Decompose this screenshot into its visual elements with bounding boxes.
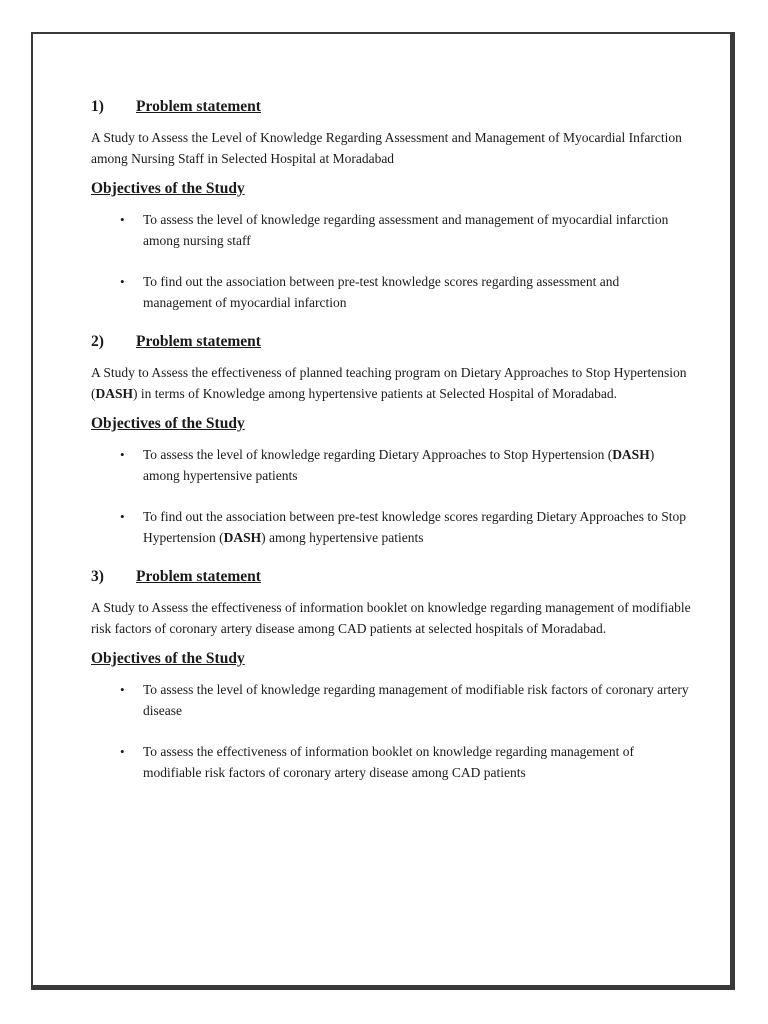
objective-part: To find out the association between pre-test knowledge scores regarding Dietary Approaches to Stop Hypertension ( [143, 509, 687, 545]
objective-text [143, 509, 686, 545]
section-number: 2) [91, 333, 104, 350]
section-heading [91, 566, 691, 588]
objectives-heading: Objectives of the Study [91, 415, 245, 432]
bullet-icon: • [120, 274, 125, 289]
section-1 [91, 96, 691, 313]
dash-acronym: DASH [223, 530, 262, 545]
objective-text: To assess the level of knowledge regarding management of modifiable risk factors of coronary artery disease [143, 682, 689, 718]
objective-item [91, 679, 691, 721]
objective-text: To assess the level of knowledge regarding assessment and management of myocardial infarction among nursing staff [143, 212, 669, 248]
section-number: 1) [91, 98, 104, 115]
section-heading [91, 96, 691, 118]
bullet-icon: • [120, 682, 125, 697]
objective-text [143, 447, 654, 483]
statement-part: ) in terms of Knowledge among hypertensive patients at Selected Hospital of Moradabad. [133, 386, 618, 401]
objective-part: ) among hypertensive patients [261, 530, 424, 545]
bullet-icon: • [120, 744, 125, 759]
document-content [91, 96, 691, 783]
objective-item [91, 506, 691, 548]
problem-statement-text: A Study to Assess the effectiveness of information booklet on knowledge regarding management of modifiable risk factors of coronary artery disease among CAD patients at selected hospitals of Moradabad. [91, 600, 691, 636]
bullet-icon: • [120, 447, 125, 462]
statement-part: A Study to Assess the effectiveness of planned teaching program on Dietary Approaches to Stop Hypertension ( [91, 365, 687, 401]
objective-item [91, 271, 691, 313]
document-page [31, 32, 735, 990]
section-title: Problem statement [136, 333, 261, 350]
objective-item [91, 741, 691, 783]
objectives-list [91, 209, 691, 313]
objectives-list [91, 444, 691, 548]
problem-statement-text: A Study to Assess the Level of Knowledge Regarding Assessment and Management of Myocardial Infarction among Nursing Staff in Selected Hospital at Moradabad [91, 130, 682, 166]
section-heading [91, 331, 691, 353]
section-title: Problem statement [136, 568, 261, 585]
dash-acronym: DASH [95, 386, 134, 401]
objectives-list [91, 679, 691, 783]
objectives-heading: Objectives of the Study [91, 180, 245, 197]
objectives-heading: Objectives of the Study [91, 650, 245, 667]
section-2 [91, 331, 691, 548]
objective-item [91, 444, 691, 486]
section-3 [91, 566, 691, 783]
problem-statement-text [91, 362, 691, 404]
objective-item [91, 209, 691, 251]
objective-text: To assess the effectiveness of information booklet on knowledge regarding management of modifiable risk factors of coronary artery disease among CAD patients [143, 744, 635, 780]
bullet-icon: • [120, 212, 125, 227]
objective-part: To assess the level of knowledge regarding Dietary Approaches to Stop Hypertension ( [143, 447, 613, 462]
bullet-icon: • [120, 509, 125, 524]
dash-acronym: DASH [612, 447, 650, 462]
objective-text: To find out the association between pre-test knowledge scores regarding assessment and management of myocardial infarction [143, 274, 620, 310]
section-title: Problem statement [136, 98, 261, 115]
section-number: 3) [91, 568, 104, 585]
objective-part: ) among hypertensive patients [143, 447, 655, 483]
